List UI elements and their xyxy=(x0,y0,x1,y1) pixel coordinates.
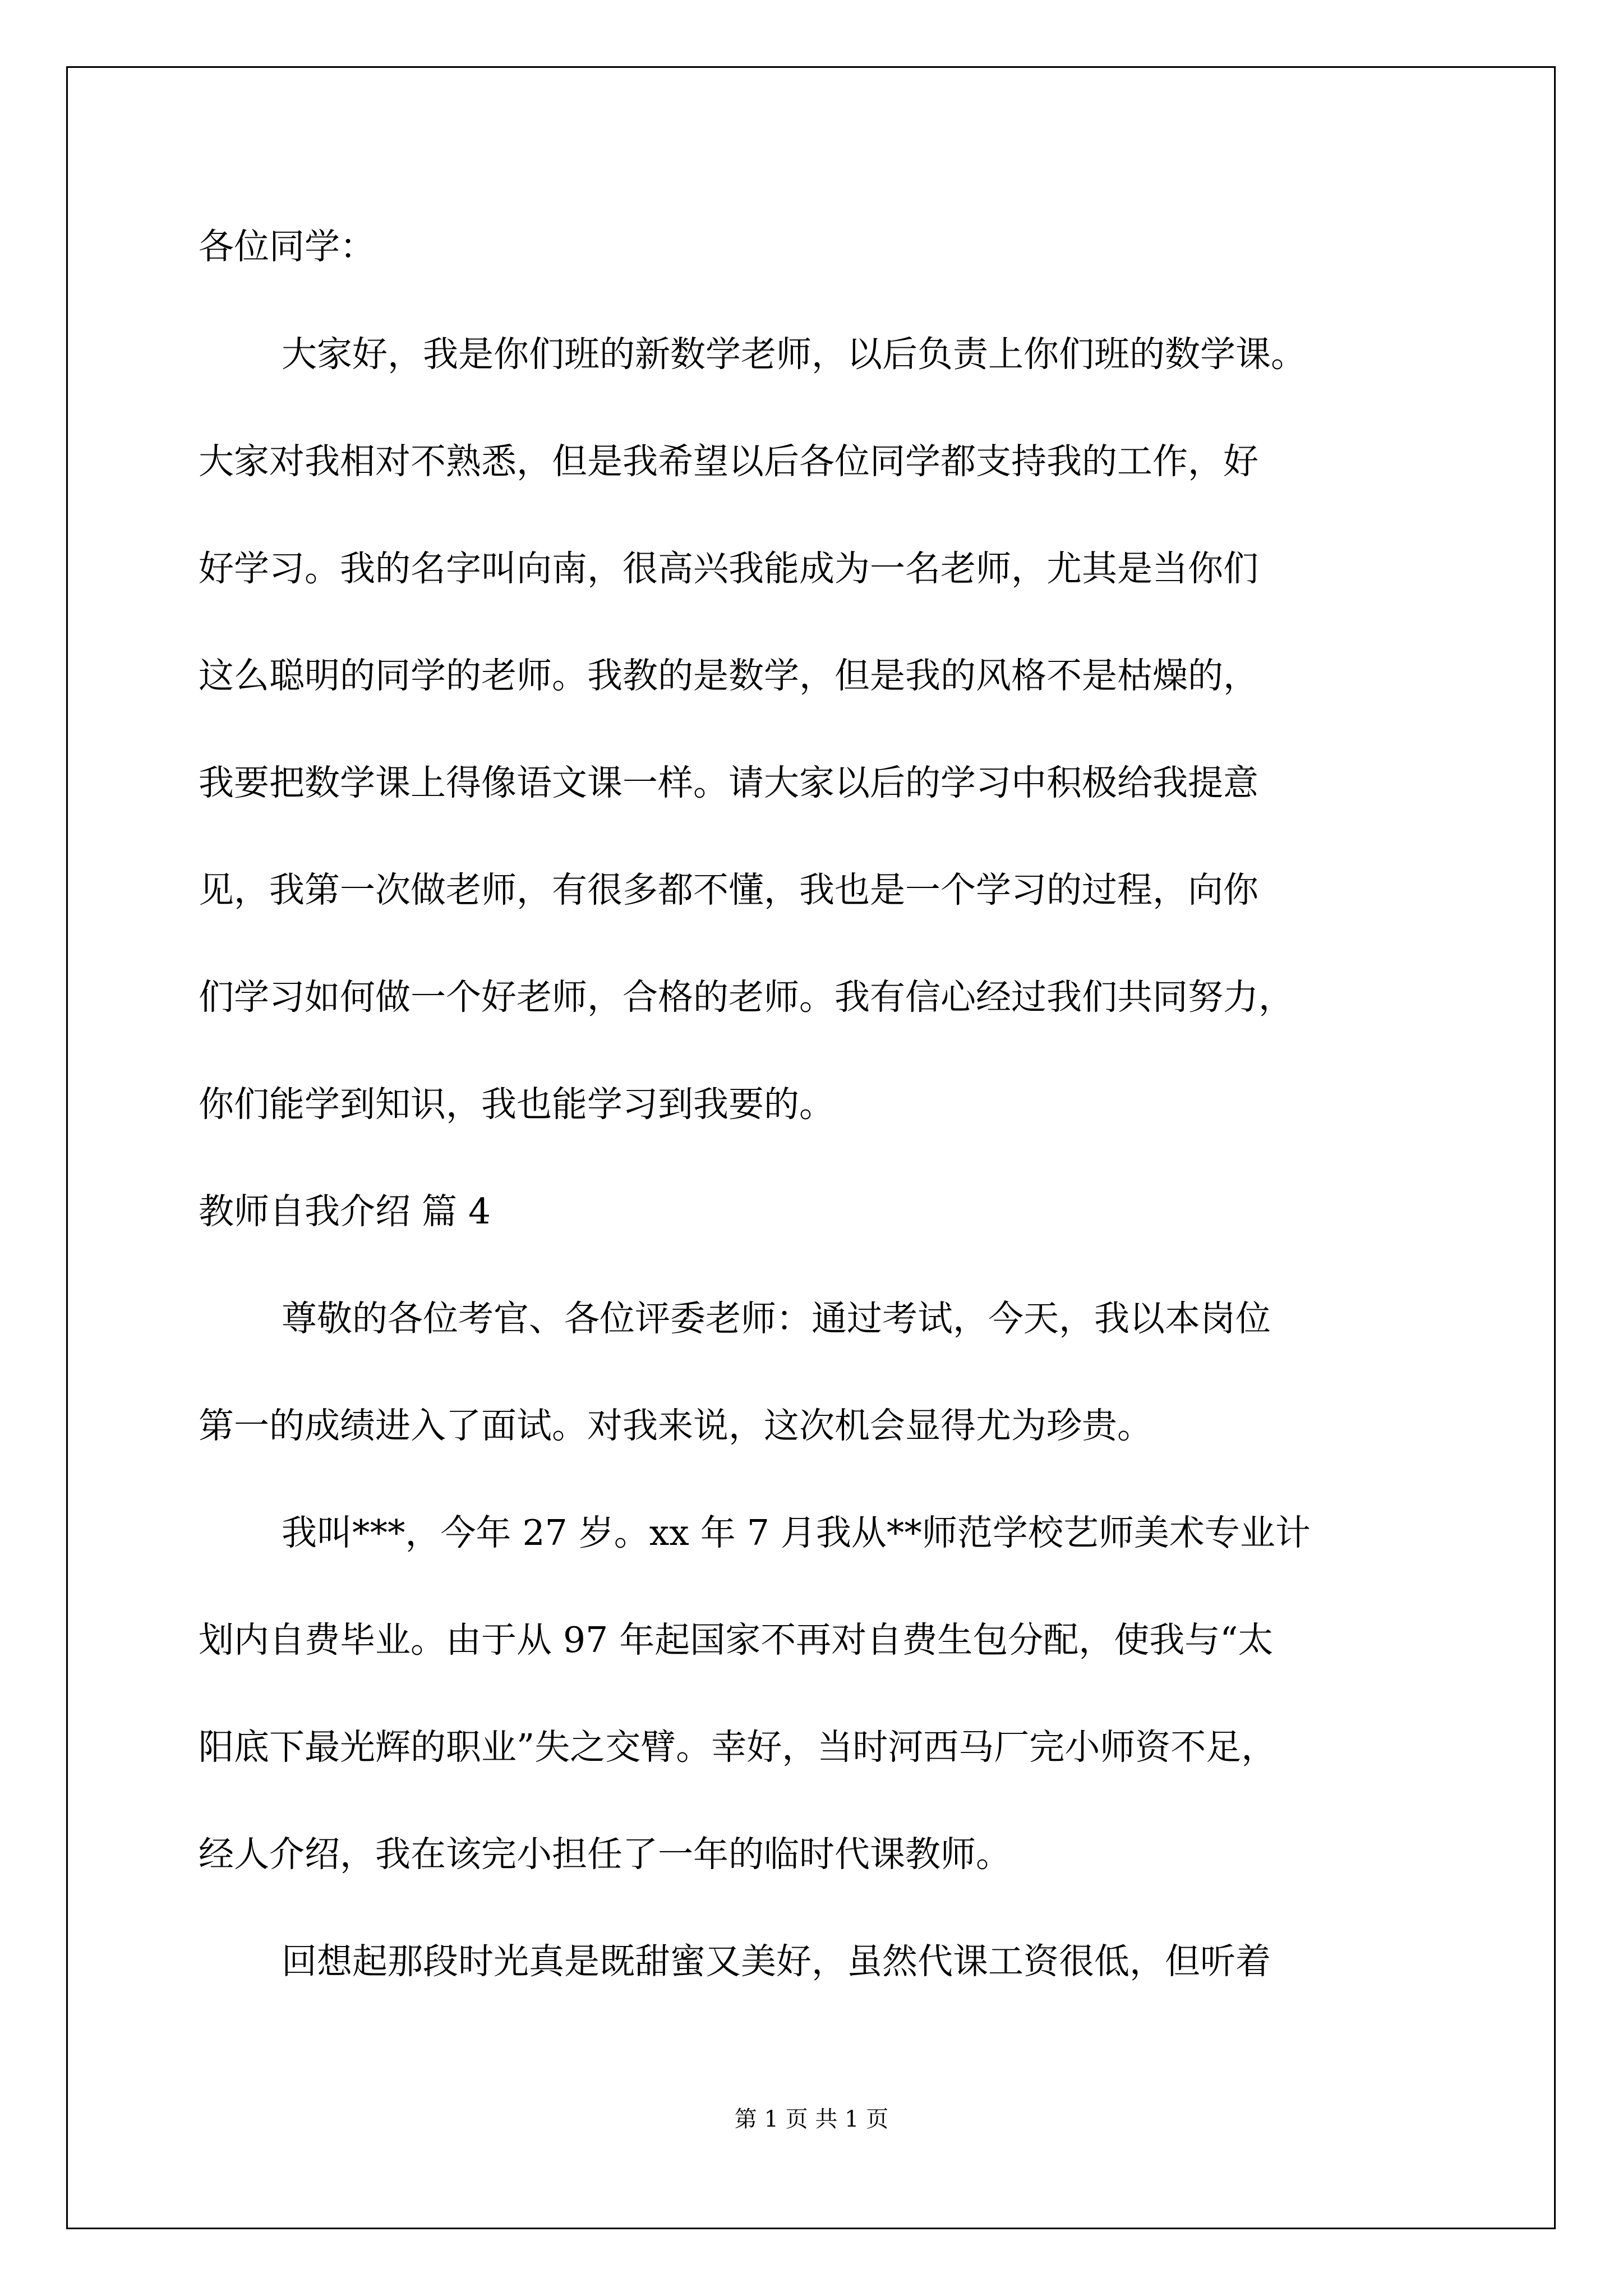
paragraph-line: 好学习。我的名字叫向南，很高兴我能成为一名老师，尤其是当你们 xyxy=(199,548,1258,589)
paragraph-line: 见，我第一次做老师，有很多都不懂，我也是一个学习的过程，向你 xyxy=(199,869,1258,910)
paragraph-line: 第一的成绩进入了面试。对我来说，这次机会显得尤为珍贵。 xyxy=(199,1405,1152,1446)
paragraph-line: 大家好，我是你们班的新数学老师，以后负责上你们班的数学课。 xyxy=(282,334,1306,375)
salutation: 各位同学： xyxy=(199,226,375,267)
paragraph-line: 尊敬的各位考官、各位评委老师：通过考试，今天，我以本岗位 xyxy=(282,1298,1271,1339)
paragraph-line: 们学习如何做一个好老师，合格的老师。我有信心经过我们共同努力， xyxy=(199,977,1294,1018)
page-footer: 第 1 页 共 1 页 xyxy=(734,2106,889,2132)
paragraph-line: 划内自费毕业。由于从 97 年起国家不再对自费生包分配，使我与“太 xyxy=(199,1619,1274,1660)
paragraph-line: 你们能学到知识，我也能学习到我要的。 xyxy=(199,1084,834,1125)
section-heading: 教师自我介绍 篇 4 xyxy=(199,1191,491,1232)
paragraph-line: 回想起那段时光真是既甜蜜又美好，虽然代课工资很低，但听着 xyxy=(282,1941,1271,1982)
page-border xyxy=(66,66,1556,2229)
paragraph-line: 经人介绍，我在该完小担任了一年的临时代课教师。 xyxy=(199,1834,1011,1875)
paragraph-line: 我叫***，今年 27 岁。xx 年 7 月我从**师范学校艺师美术专业计 xyxy=(282,1512,1311,1553)
paragraph-line: 我要把数学课上得像语文课一样。请大家以后的学习中积极给我提意 xyxy=(199,762,1258,803)
paragraph-line: 大家对我相对不熟悉，但是我希望以后各位同学都支持我的工作，好 xyxy=(199,441,1258,482)
paragraph-line: 这么聪明的同学的老师。我教的是数学，但是我的风格不是枯燥的， xyxy=(199,655,1258,696)
paragraph-line: 阳底下最光辉的职业”失之交臂。幸好，当时河西马厂完小师资不足， xyxy=(199,1727,1277,1768)
